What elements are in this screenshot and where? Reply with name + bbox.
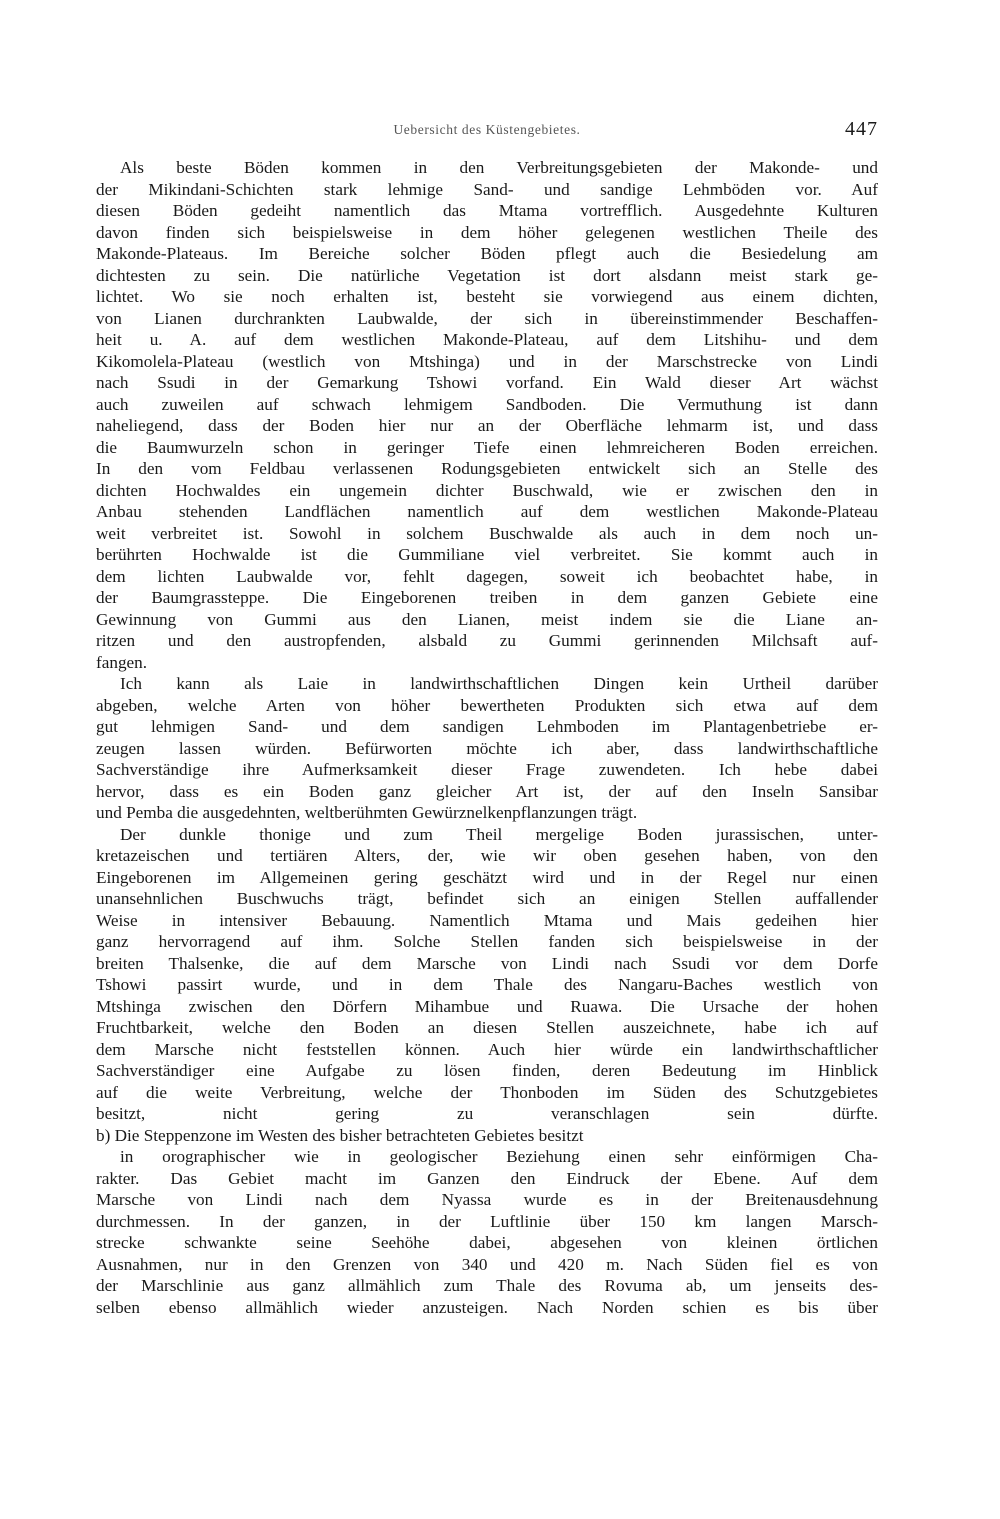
text-line: Marsche von Lindi nach dem Nyassa wurde es in der Breitenausdehnung	[96, 1190, 878, 1209]
text-line: nach Ssudi in der Gemarkung Tshowi vorfand. Ein Wald dieser Art wächst	[96, 373, 878, 392]
page-number: 447	[845, 118, 878, 140]
text-line: Ich kann als Laie in landwirthschaftlichen Dingen kein Urtheil darüber	[120, 674, 878, 693]
text-line: Tshowi passirt wurde, und in dem Thale des Nangaru-Baches westlich von	[96, 975, 878, 994]
text-line: und Pemba die ausgedehnten, weltberühmten Gewürznelkenpflanzungen trägt.	[96, 803, 638, 822]
text-line: In den vom Feldbau verlassenen Rodungsgebieten entwickelt sich an Stelle des	[96, 459, 878, 478]
body-text	[96, 157, 878, 1340]
text-line: die Baumwurzeln schon in geringer Tiefe einen lehmreicheren Boden erreichen.	[96, 437, 878, 457]
text-line: kretazeischen und tertiären Alters, der, wie wir oben gesehen haben, von den	[96, 846, 878, 865]
text-line: Ausnahmen, nur in den Grenzen von 340 und 420 m. Nach Süden fiel es von	[96, 1254, 878, 1274]
text-line: naheliegend, dass der Boden hier nur an der Oberfläche lehmarm ist, und dass	[96, 416, 878, 435]
text-line: selben ebenso allmählich wieder anzusteigen. Nach Norden schien es bis über	[96, 1297, 878, 1317]
text-line: auch zuweilen auf schwach lehmigem Sandboden. Die Vermuthung ist dann	[96, 394, 878, 414]
text-line: unansehnlichen Buschwuchs trägt, befindet sich an einigen Stellen auffallender	[96, 889, 878, 908]
text-line: dem Marsche nicht feststellen können. Auch hier würde ein landwirthschaftlicher	[96, 1039, 878, 1059]
page-header	[96, 118, 878, 148]
text-line: Gewinnung von Gummi aus den Lianen, meist indem sie die Liane an-	[96, 609, 878, 629]
text-line: diesen Böden gedeiht namentlich das Mtama vortrefflich. Ausgedehnte Kulturen	[96, 201, 878, 220]
text-line: ritzen und den austropfenden, alsbald zu Gummi gerinnenden Milchsaft auf-	[96, 631, 878, 650]
text-line: gut lehmigen Sand- und dem sandigen Lehmboden im Plantagenbetriebe er-	[96, 717, 878, 736]
text-line: Sachverständiger eine Aufgabe zu lösen finden, deren Bedeutung im Hinblick	[96, 1061, 878, 1080]
text-line: Als beste Böden kommen in den Verbreitungsgebieten der Makonde- und	[120, 158, 878, 177]
text-line: dichtesten zu sein. Die natürliche Vegetation ist dort alsdann meist stark ge-	[96, 265, 878, 285]
text-line: besitzt, nicht gering zu veranschlagen sein dürfte.	[96, 1104, 878, 1123]
text-line: in orographischer wie in geologischer Beziehung einen sehr einförmigen Cha-	[120, 1147, 878, 1166]
text-line: Eingeborenen im Allgemeinen gering geschätzt wird und in der Regel nur einen	[96, 867, 878, 887]
text-line: Kikomolela-Plateau (westlich von Mtshinga) und in der Marschstrecke von Lindi	[96, 351, 878, 371]
text-line: berührten Hochwalde ist die Gummiliane viel verbreitet. Sie kommt auch in	[96, 545, 878, 564]
text-line: der Baumgrassteppe. Die Eingeborenen treiben in dem ganzen Gebiete eine	[96, 588, 878, 607]
text-line	[96, 1318, 878, 1340]
text-line: hervor, dass es ein Boden ganz gleicher Art ist, der auf den Inseln Sansibar	[96, 781, 878, 801]
text-line: dem lichten Laubwalde vor, fehlt dagegen, soweit ich beobachtet habe, in	[96, 566, 878, 586]
text-line: rakter. Das Gebiet macht im Ganzen den Eindruck der Ebene. Auf dem	[96, 1168, 878, 1188]
text-line: abgeben, welche Arten von höher bewertheten Produkten sich etwa auf dem	[96, 695, 878, 715]
text-line: b) Die Steppenzone im Westen des bisher betrachteten Gebietes besitzt	[96, 1125, 584, 1145]
text-line: davon finden sich beispielsweise in dem höher gelegenen westlichen Theile des	[96, 222, 878, 242]
text-line: auf die weite Verbreitung, welche der Thonboden im Süden des Schutzgebietes	[96, 1082, 878, 1102]
text-line: Weise in intensiver Bebauung. Namentlich Mtama und Mais gedeihen hier	[96, 910, 878, 930]
text-line: der Mikindani-Schichten stark lehmige Sand- und sandige Lehmböden vor. Auf	[96, 179, 878, 199]
text-line: breiten Thalsenke, die auf dem Marsche von Lindi nach Ssudi vor dem Dorfe	[96, 953, 878, 973]
text-line: Fruchtbarkeit, welche den Boden an diesen Stellen auszeichnete, habe ich auf	[96, 1018, 878, 1037]
text-line: lichtet. Wo sie noch erhalten ist, besteht sie vorwiegend aus einem dichten,	[96, 287, 878, 306]
text-line: strecke schwankte seine Seehöhe dabei, abgesehen von kleinen örtlichen	[96, 1233, 878, 1252]
text-line: Makonde-Plateaus. Im Bereiche solcher Böden pflegt auch die Besiedelung am	[96, 244, 878, 263]
text-line: heit u. A. auf dem westlichen Makonde-Plateau, auf dem Litshihu- und dem	[96, 330, 878, 349]
text-line: Sachverständige ihre Aufmerksamkeit dieser Frage zuwendeten. Ich hebe dabei	[96, 760, 878, 779]
text-line: dichten Hochwaldes ein ungemein dichter Buschwald, wie er zwischen den in	[96, 480, 878, 500]
running-head: Uebersicht des Küstengebietes.	[393, 122, 581, 137]
text-line: Der dunkle thonige und zum Theil mergelige Boden jurassischen, unter-	[120, 824, 878, 844]
text-line: Anbau stehenden Landflächen namentlich auf dem westlichen Makonde-Plateau	[96, 502, 878, 521]
text-line: zeugen lassen würden. Befürworten möchte ich aber, dass landwirthschaftliche	[96, 738, 878, 758]
text-line: weit verbreitet ist. Sowohl in solchem Buschwalde als auch in dem noch un-	[96, 523, 878, 543]
text-line: Mtshinga zwischen den Dörfern Mihambue und Ruawa. Die Ursache der hohen	[96, 996, 878, 1016]
text-line: fangen.	[96, 652, 148, 672]
text-line: von Lianen durchrankten Laubwalde, der sich in übereinstimmender Beschaffen-	[96, 308, 878, 328]
text-line: ganz hervorragend auf ihm. Solche Stellen fanden sich beispielsweise in der	[96, 932, 878, 951]
text-line: durchmessen. In der ganzen, in der Luftlinie über 150 km langen Marsch-	[96, 1211, 878, 1231]
text-line: der Marschlinie aus ganz allmählich zum Thale des Rovuma ab, um jenseits des-	[96, 1276, 878, 1295]
